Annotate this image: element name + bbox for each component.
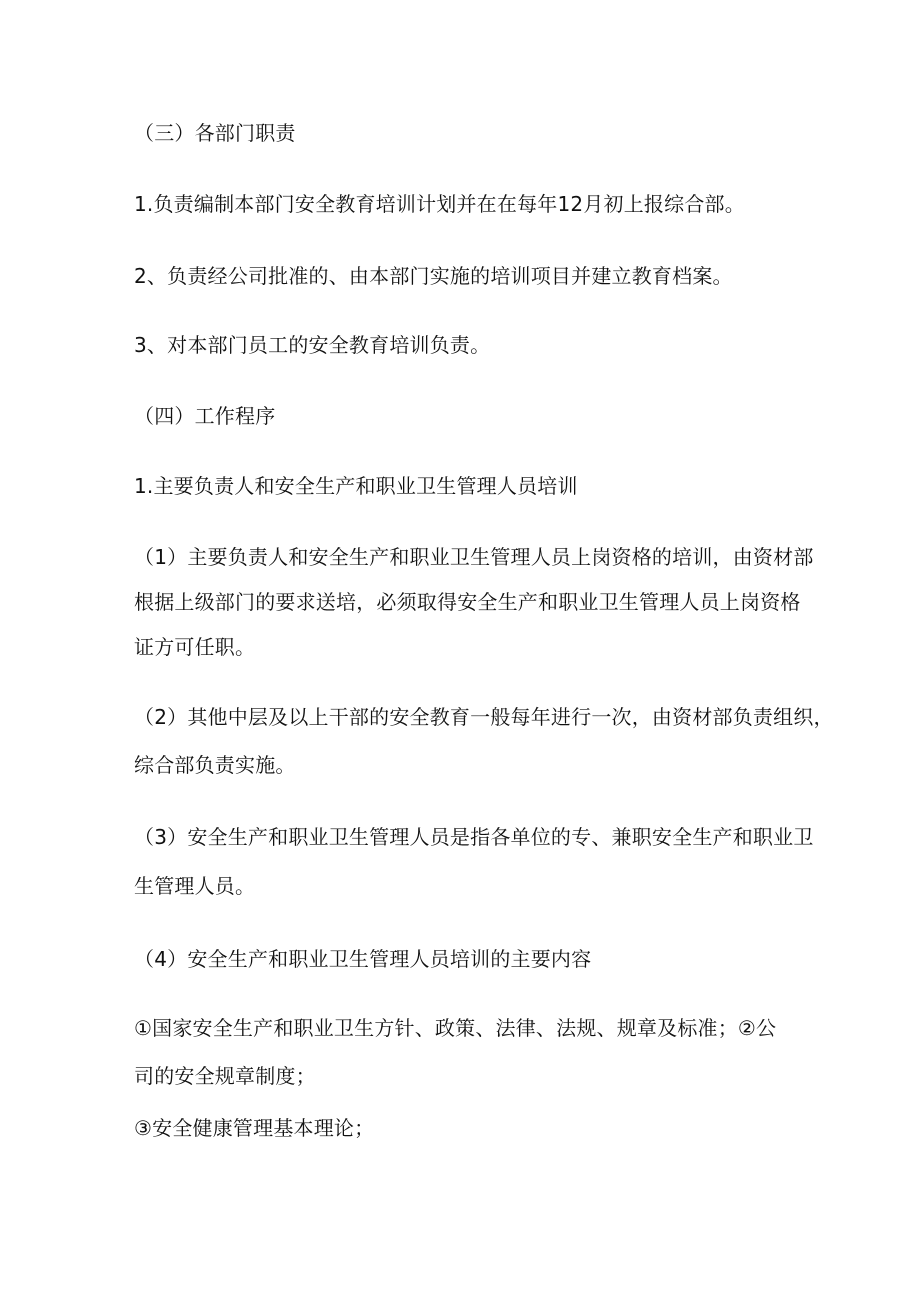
paragraph-line: 司的安全规章制度； [134, 1064, 316, 1088]
paragraph-line: ③安全健康管理基本理论； [134, 1116, 375, 1140]
paragraph-line: 2、负责经公司批准的、由本部门实施的培训项目并建立教育档案。 [134, 264, 733, 288]
paragraph-line: 综合部负责实施。 [134, 753, 296, 777]
section-heading-4: （四）工作程序 [134, 404, 276, 428]
subsection-heading: 1.主要负责人和安全生产和职业卫生管理人员培训 [134, 474, 578, 498]
paragraph-line: 根据上级部门的要求送培，必须取得安全生产和职业卫生管理人员上岗资格 [134, 590, 801, 614]
paragraph-line: 3、对本部门员工的安全教育培训负责。 [134, 333, 491, 357]
paragraph-line: 证方可任职。 [134, 635, 256, 659]
section-heading-3: （三）各部门职责 [134, 121, 296, 145]
paragraph-line: （1）主要负责人和安全生产和职业卫生管理人员上岗资格的培训，由资材部 [134, 545, 814, 569]
paragraph-line: （4）安全生产和职业卫生管理人员培训的主要内容 [134, 947, 592, 971]
paragraph-line: （2）其他中层及以上干部的安全教育一般每年进行一次，由资材部负责组织， [134, 705, 834, 729]
paragraph-line: 1.负责编制本部门安全教育培训计划并在在每年12月初上报综合部。 [134, 192, 745, 216]
paragraph-line: （3）安全生产和职业卫生管理人员是指各单位的专、兼职安全生产和职业卫 [134, 825, 814, 849]
paragraph-line: 生管理人员。 [134, 874, 256, 898]
paragraph-line: ①国家安全生产和职业卫生方针、政策、法律、法规、规章及标准；②公 [134, 1016, 777, 1040]
